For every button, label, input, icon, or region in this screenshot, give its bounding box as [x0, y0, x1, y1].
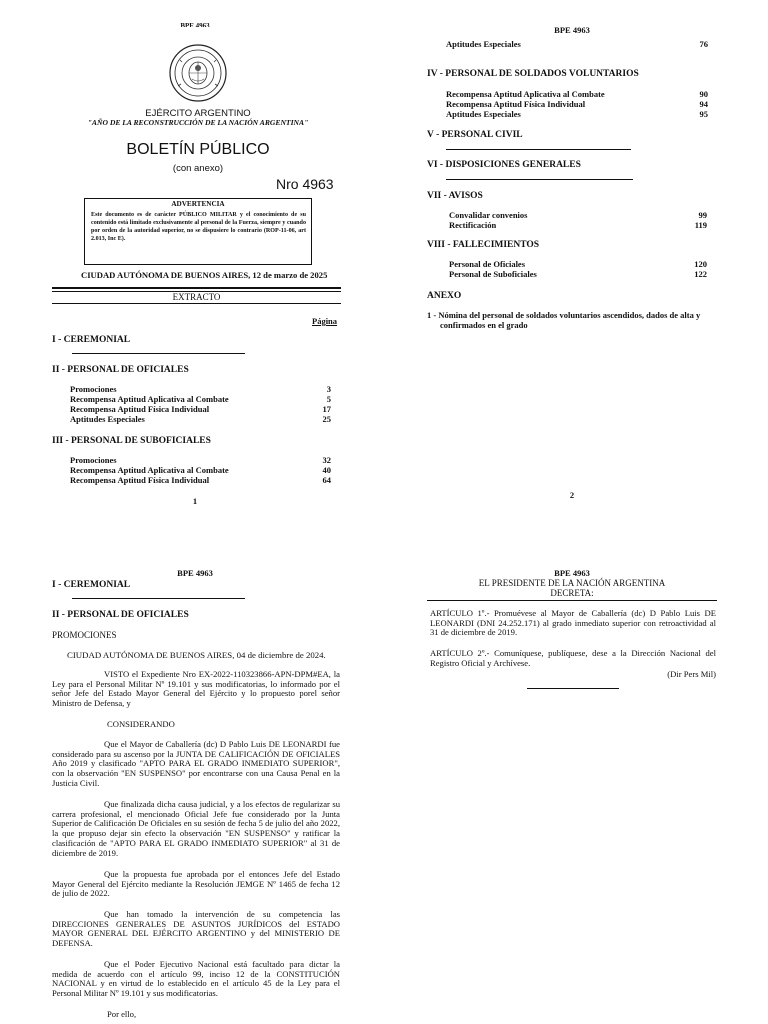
section-civil: V - PERSONAL CIVIL [427, 130, 523, 140]
considerando-paragraph: Que finalizada dicha causa judicial, y a los efectos de regularizar su carrera profesional, el mencionado Oficial Jefe fue considerado por la Junta Superior de Calificación De Oficiales en su sesión de fecha 5 de julio del año 2022, la que propuso dejar sin efecto la observación "EN SUSPENSO" y ratificar la clasificación de "APTO PARA EL GRADO INMEDIATO SUPERIOR" al 31 de diciembre de 2019. [52, 799, 340, 858]
decree-rule [427, 600, 717, 601]
toc-row: Convalidar convenios 99 [449, 210, 707, 220]
warning-text: Este documento es de carácter PÚBLICO MILITAR y el conocimiento de su contenido está limitado exclusivamente al personal de la Fuerza, siempre y cuando por orden de la autoridad superior, no se dispusiere lo contrario (ROP-11-06, art 2.013, Inc E). [91, 212, 306, 243]
bulletin-subtitle: (con anexo) [172, 163, 224, 174]
bulletin-number: Nro 4963 [276, 176, 334, 192]
ceremonial-rule [72, 598, 245, 599]
section-anexo: ANEXO [427, 291, 462, 301]
decree-place-date: CIUDAD AUTÓNOMA DE BUENOS AIRES, 04 de diciembre de 2024. [67, 650, 326, 660]
page-number: 2 [569, 490, 575, 500]
double-rule-top [52, 287, 341, 289]
president-heading: EL PRESIDENTE DE LA NACIÓN ARGENTINA [478, 578, 666, 588]
section-fallecimientos: VIII - FALLECIMIENTOS [427, 240, 540, 250]
toc-row: Promociones 32 [70, 455, 331, 465]
toc-row: Promociones 3 [70, 384, 331, 394]
toc-row: Recompensa Aptitud Aplicativa al Combate 40 [70, 465, 331, 475]
section-soldados: IV - PERSONAL DE SOLDADOS VOLUNTARIOS [427, 69, 639, 79]
toc-row: Recompensa Aptitud Física Individual 17 [70, 404, 331, 414]
toc-row: Recompensa Aptitud Física Individual 64 [70, 475, 331, 485]
ceremonial-rule [72, 353, 245, 354]
disposiciones-rule [446, 179, 633, 180]
annex-item: 1 - Nómina del personal de soldados voluntarios ascendidos, dados de alta y confirmados en el grado [427, 310, 701, 330]
page1-header-cut: BPE 4963 [180, 22, 210, 27]
considerando-paragraph: Que la propuesta fue aprobada por el entonces Jefe del Estado Mayor General del Ejército mediante la Resolución JEMGE Nº 1465 de fecha 12 de julio de 2022. [52, 869, 340, 899]
extract-rule [52, 303, 341, 304]
promociones-heading: PROMOCIONES [52, 630, 117, 640]
considerando-paragraph: Que han tomado la intervención de su competencia las DIRECCIONES GENERALES DE ASUNTOS JURÍDICOS del ESTADO MAYOR GENERAL DEL EJÉRCITO ARGENTINO y del MINISTERIO DE DEFENSA. [52, 909, 340, 949]
toc-row: Recompensa Aptitud Aplicativa al Combate 90 [446, 89, 708, 99]
toc-row: Personal de Suboficiales 122 [449, 269, 707, 279]
organization-name: EJÉRCITO ARGENTINO [145, 108, 251, 119]
considerando-paragraph: Que el Poder Ejecutivo Nacional está facultado para dictar la medida de acuerdo con el artículo 99, inciso 12 de la CONSTITUCIÓN NACIONAL y en virtud de lo establecido en el artículo 45 de la Ley para el Personal Militar Nº 19.101 y sus modificatorias. [52, 959, 340, 999]
page-header: BPE 4963 [554, 25, 590, 35]
toc-row: Aptitudes Especiales 25 [70, 414, 331, 424]
section-oficiales: II - PERSONAL DE OFICIALES [52, 365, 189, 375]
article-1: ARTÍCULO 1º.- Promuévese al Mayor de Caballería (dc) D Pablo Luis DE LEONARDI (DNI 24.252.171) al grado inmediato superior con retroactividad al 31 de diciembre de 2019. [430, 608, 716, 638]
toc-row: Aptitudes Especiales 95 [446, 109, 708, 119]
toc-row: Aptitudes Especiales 76 [446, 39, 708, 49]
year-motto: "AÑO DE LA RECONSTRUCCIÓN DE LA NACIÓN ARGENTINA" [87, 118, 309, 127]
toc-row: Personal de Oficiales 120 [449, 259, 707, 269]
issue-place-date: CIUDAD AUTÓNOMA DE BUENOS AIRES, 12 de marzo de 2025 [81, 270, 328, 280]
page-header: BPE 4963 [177, 568, 213, 578]
toc-row: Recompensa Aptitud Física Individual 94 [446, 99, 708, 109]
page-number: 1 [192, 496, 198, 506]
section-disposiciones: VI - DISPOSICIONES GENERALES [427, 160, 581, 170]
toc-row: Rectificación 119 [449, 220, 707, 230]
warning-title: ADVERTENCIA [171, 200, 225, 208]
section-oficiales: II - PERSONAL DE OFICIALES [52, 610, 189, 620]
civil-rule [446, 149, 631, 150]
considerando-heading: CONSIDERANDO [107, 719, 175, 729]
decreta-heading: DECRETA: [550, 588, 594, 598]
article-2: ARTÍCULO 2º.- Comuníquese, publíquese, dese a la Dirección Nacional del Registro Oficial y Archívese. [430, 648, 716, 668]
closing-rule [527, 688, 619, 689]
army-seal-icon [168, 42, 228, 104]
visto-paragraph: VISTO el Expediente Nro EX-2022-110323866-APN-DPM#EA, la Ley para el Personal Militar Nº 19.101 y sus modificatorias, lo informado por el señor Jefe del Estado Mayor General del Ejército y lo propuesto porel señor Ministro de Defensa, y [52, 669, 340, 709]
warning-box [84, 198, 312, 265]
signature-reference: (Dir Pers Mil) [667, 669, 716, 679]
section-ceremonial: I - CEREMONIAL [52, 580, 131, 590]
por-ello: Por ello, [107, 1009, 137, 1019]
section-avisos: VII - AVISOS [427, 191, 483, 201]
page-header: BPE 4963 [554, 568, 590, 578]
considerando-paragraph: Que el Mayor de Caballería (dc) D Pablo Luis DE LEONARDI fue considerado para su ascenso por la JUNTA DE CALIFICACIÓN DE OFICIALES Año 2019 y clasificado "APTO PARA EL GRADO INMEDIATO SUPERIOR", con la observación "EN SUSPENSO" por encontrarse con una Causa Penal en la Justicia Civil. [52, 739, 340, 788]
toc-row: Recompensa Aptitud Aplicativa al Combate 5 [70, 394, 331, 404]
bulletin-title: BOLETÍN PÚBLICO [126, 141, 270, 158]
page-column-label: Página [312, 316, 338, 326]
extract-heading: EXTRACTO [172, 292, 221, 302]
section-suboficiales: III - PERSONAL DE SUBOFICIALES [52, 436, 211, 446]
section-ceremonial: I - CEREMONIAL [52, 335, 131, 345]
